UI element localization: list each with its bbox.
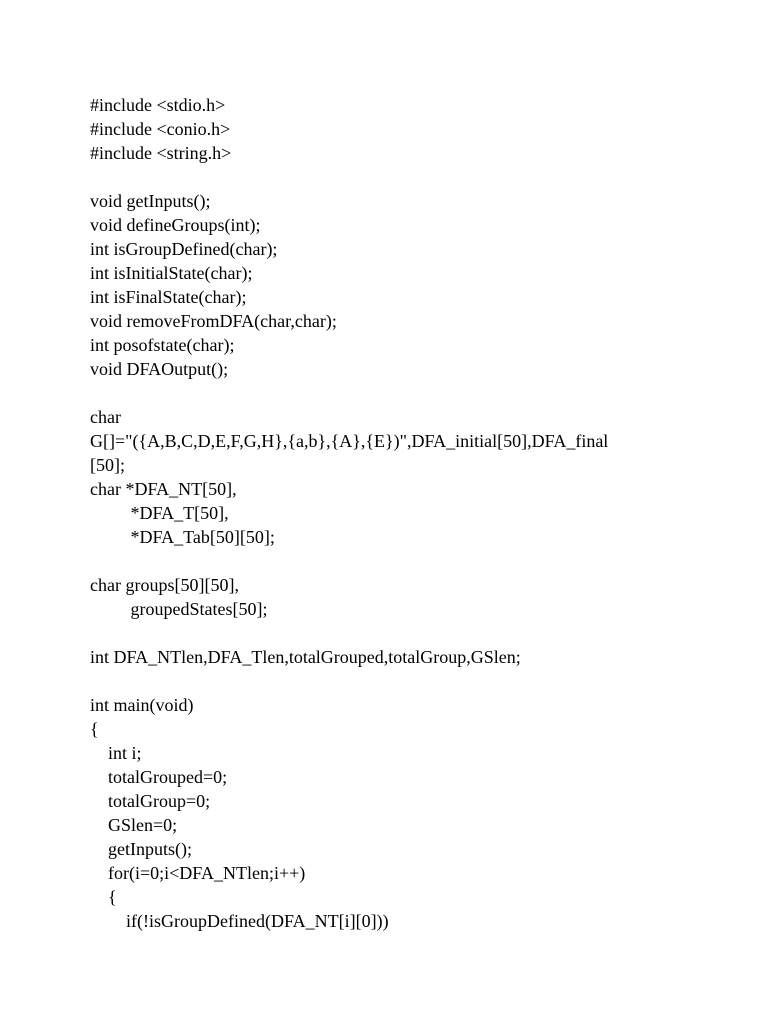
code-line: *DFA_Tab[50][50]; (90, 527, 275, 547)
code-line: *DFA_T[50], (90, 503, 229, 523)
code-line: void defineGroups(int); (90, 215, 261, 235)
code-line: totalGrouped=0; (90, 767, 228, 787)
code-line: [50]; (90, 455, 125, 475)
code-line: for(i=0;i<DFA_NTlen;i++) (90, 863, 306, 883)
code-line: totalGroup=0; (90, 791, 211, 811)
code-line: void removeFromDFA(char,char); (90, 311, 337, 331)
code-line: int isFinalState(char); (90, 287, 247, 307)
code-listing (90, 93, 730, 933)
code-line: GSlen=0; (90, 815, 178, 835)
blank-line (90, 549, 730, 573)
code-line: void getInputs(); (90, 191, 211, 211)
code-line: int isGroupDefined(char); (90, 239, 278, 259)
code-line: char *DFA_NT[50], (90, 479, 237, 499)
code-line: int DFA_NTlen,DFA_Tlen,totalGrouped,totalGroup,GSlen; (90, 647, 521, 667)
code-line: #include <stdio.h> (90, 95, 226, 115)
code-line: if(!isGroupDefined(DFA_NT[i][0])) (90, 911, 389, 931)
code-line: int isInitialState(char); (90, 263, 253, 283)
code-line: char groups[50][50], (90, 575, 239, 595)
code-line: getInputs(); (90, 839, 192, 859)
blank-line (90, 669, 730, 693)
code-line: G[]="({A,B,C,D,E,F,G,H},{a,b},{A},{E})",DFA_initial[50],DFA_final (90, 431, 609, 451)
code-line: void DFAOutput(); (90, 359, 229, 379)
code-line: { (90, 719, 99, 739)
code-line: groupedStates[50]; (90, 599, 268, 619)
code-line: #include <conio.h> (90, 119, 231, 139)
code-line: int posofstate(char); (90, 335, 235, 355)
blank-line (90, 621, 730, 645)
blank-line (90, 165, 730, 189)
code-line: { (90, 887, 117, 907)
blank-line (90, 381, 730, 405)
code-line: char (90, 407, 121, 427)
code-line: #include <string.h> (90, 143, 232, 163)
code-line: int i; (90, 743, 142, 763)
code-line: int main(void) (90, 695, 194, 715)
